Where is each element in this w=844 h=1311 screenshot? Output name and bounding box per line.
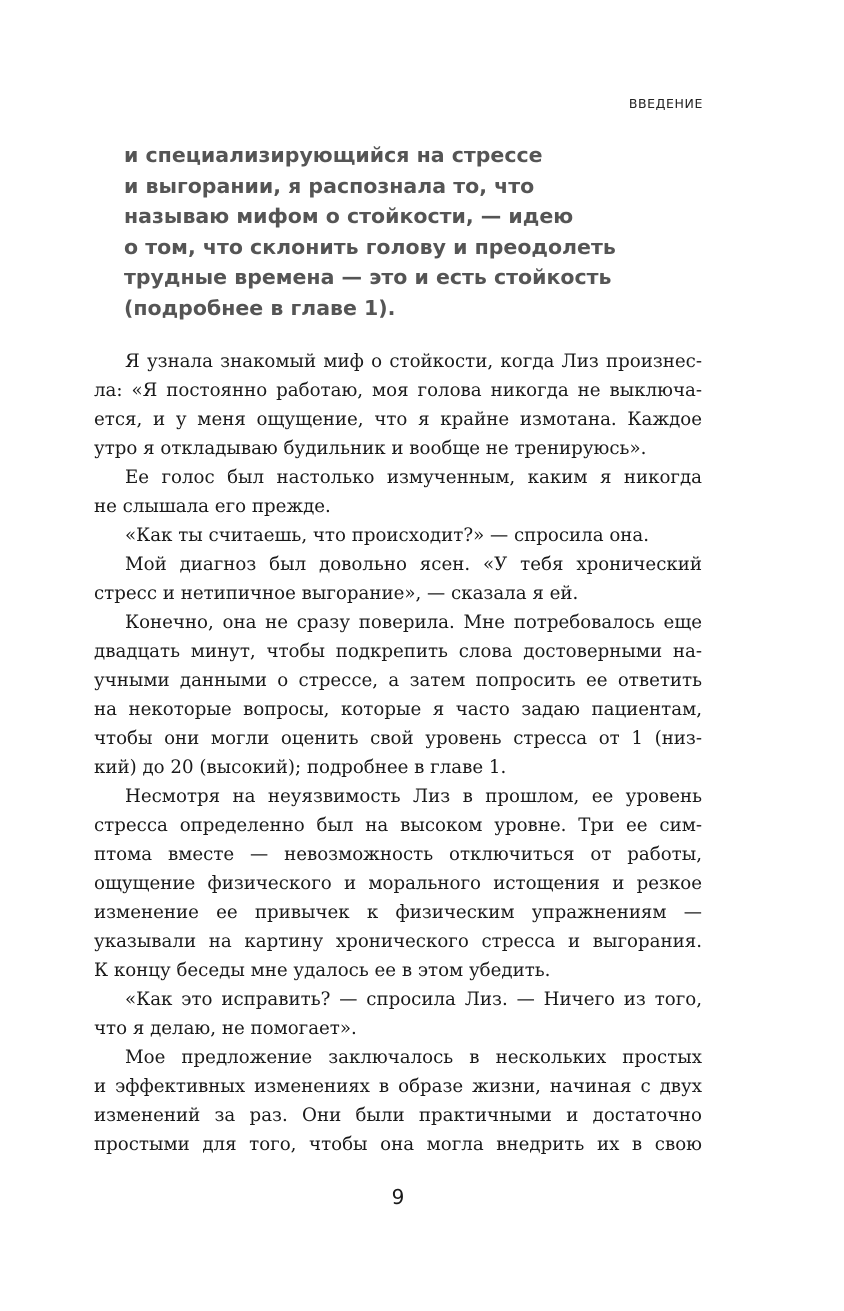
paragraph-line: ется, и у меня ощущение, что я крайне измотана. Каждое xyxy=(94,409,702,430)
paragraph-line: на некоторые вопросы, которые я часто задаю пациентам, xyxy=(94,699,702,720)
paragraph-line: двадцать минут, чтобы подкрепить слова достоверными на- xyxy=(94,641,702,662)
paragraph-line: простыми для того, чтобы она могла внедрить их в свою xyxy=(94,1134,702,1155)
paragraph-line: птома вместе — невозможность отключиться от работы, xyxy=(94,844,702,865)
paragraph-line: «Как ты считаешь, что происходит?» — спросила она. xyxy=(125,525,650,546)
paragraph-line: чтобы они могли оценить свой уровень стресса от 1 (низ- xyxy=(94,728,702,749)
page-number: 9 xyxy=(391,1185,405,1209)
paragraph-line: что я делаю, не помогает». xyxy=(94,1018,357,1039)
paragraph-line: Ее голос был настолько измученным, каким я никогда xyxy=(125,467,702,488)
paragraph-line: не слышала его прежде. xyxy=(94,496,331,517)
pull-quote-line: называю мифом о стойкости, — идею xyxy=(124,204,574,229)
paragraph-line: указывали на картину хронического стресса и выгорания. xyxy=(94,931,702,952)
paragraph-line: стресс и нетипичное выгорание», — сказала я ей. xyxy=(94,583,579,604)
pull-quote-line: (подробнее в главе 1). xyxy=(124,295,396,320)
paragraph-line: Я узнала знакомый миф о стойкости, когда Лиз произнес- xyxy=(125,351,702,372)
paragraph-line: Мое предложение заключалось в нескольких простых xyxy=(125,1047,702,1068)
paragraph-line: учными данными о стрессе, а затем попросить ее ответить xyxy=(94,670,702,691)
paragraph-line: Несмотря на неуязвимость Лиз в прошлом, ее уровень xyxy=(125,786,702,807)
paragraph-line: кий) до 20 (высокий); подробнее в главе 1. xyxy=(94,757,507,778)
paragraph-line: «Как это исправить? — спросила Лиз. — Ничего из того, xyxy=(125,989,702,1010)
paragraph-line: изменений за раз. Они были практичными и достаточно xyxy=(94,1105,702,1126)
paragraph-line: ощущение физического и морального истощения и резкое xyxy=(94,873,702,894)
pull-quote-line: трудные времена — это и есть стойкость xyxy=(124,265,612,290)
running-head: ВВЕДЕНИЕ xyxy=(628,96,703,111)
pull-quote-line: и выгорании, я распознала то, что xyxy=(124,173,535,198)
paragraph-line: Конечно, она не сразу поверила. Мне потребовалось еще xyxy=(125,612,702,633)
pull-quote xyxy=(124,140,644,324)
paragraph-line: ла: «Я постоянно работаю, моя голова никогда не выключа- xyxy=(94,380,702,401)
pull-quote-line: о том, что склонить голову и преодолеть xyxy=(124,234,616,259)
paragraph-line: Мой диагноз был довольно ясен. «У тебя хронический xyxy=(125,554,702,575)
body-text xyxy=(94,347,702,1159)
paragraph-line: изменение ее привычек к физическим упражнениям — xyxy=(94,902,702,923)
paragraph-line: стресса определенно был на высоком уровне. Три ее сим- xyxy=(94,815,702,836)
pull-quote-line: и специализирующийся на стрессе xyxy=(124,143,543,167)
paragraph-line: утро я откладываю будильник и вообще не тренируюсь». xyxy=(94,438,647,459)
paragraph-line: К концу беседы мне удалось ее в этом убедить. xyxy=(94,960,551,981)
paragraph-line: и эффективных изменениях в образе жизни, начиная с двух xyxy=(94,1076,702,1097)
